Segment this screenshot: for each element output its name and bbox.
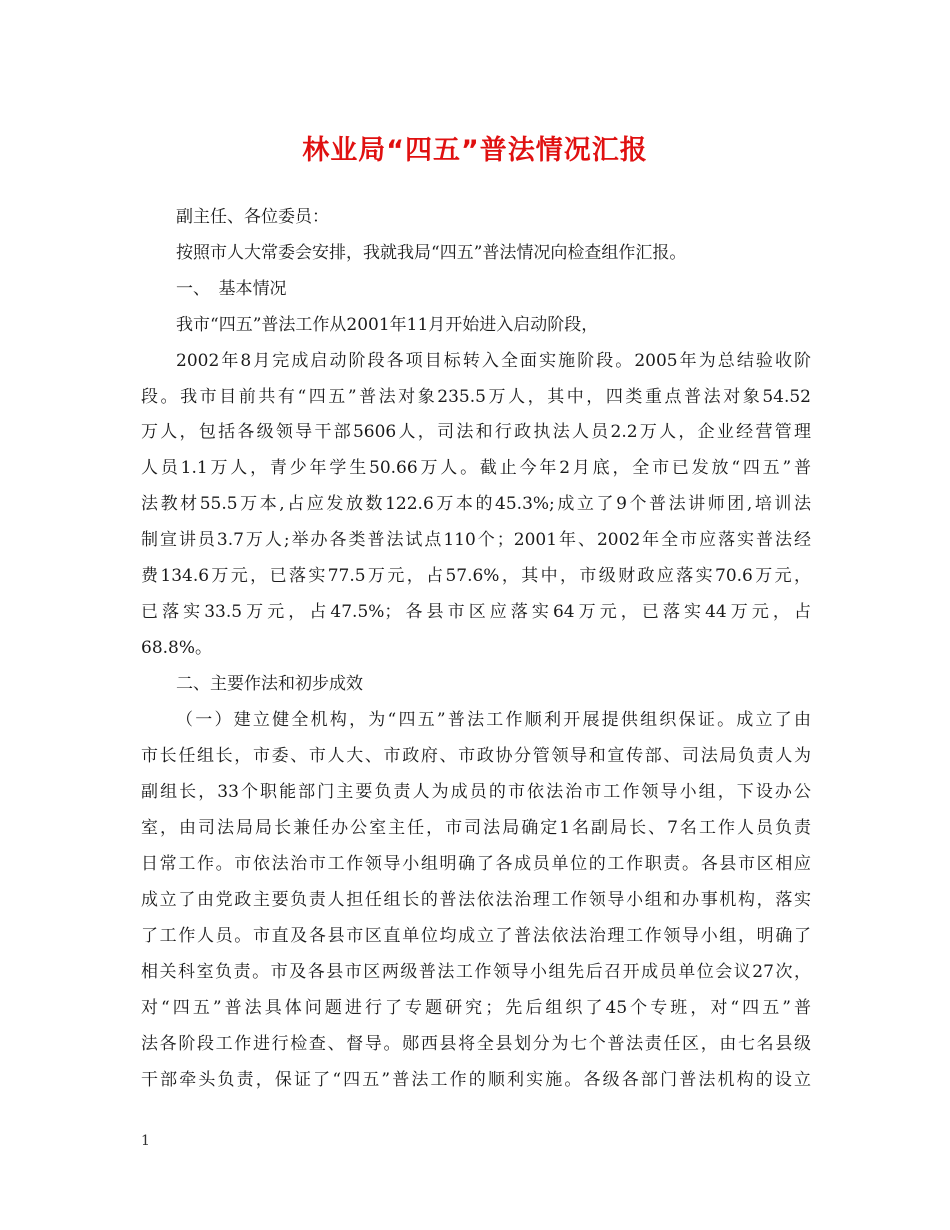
paragraph-line: 干部牵头负责，保证了“四五”普法工作的顺利实施。各级各部门普法机构的设立 [141, 1070, 811, 1090]
paragraph-line: 法各阶段工作进行检查、督导。郧西县将全县划分为七个普法责任区，由七名县级 [141, 1034, 811, 1054]
salutation: 副主任、各位委员： [176, 207, 329, 227]
page-number: 1 [141, 1133, 150, 1149]
paragraph-line: 成立了由党政主要负责人担任组长的普法依法治理工作领导小组和办事机构，落实 [141, 890, 811, 910]
paragraph-line: 市长任组长，市委、市人大、市政府、市政协分管领导和宣传部、司法局负责人为 [141, 746, 811, 766]
paragraph-line: 我市“四五”普法工作从2001年11月开始进入启动阶段， [176, 315, 599, 335]
paragraph-line: 对“四五”普法具体问题进行了专题研究；先后组织了45个专班，对“四五”普 [141, 998, 811, 1018]
paragraph-line: 按照市人大常委会安排，我就我局“四五”普法情况向检查组作汇报。 [176, 243, 687, 263]
paragraph-line: 万人，包括各级领导干部5606人，司法和行政执法人员2.2万人，企业经营管理 [141, 422, 811, 442]
paragraph-line: 段。我市目前共有“四五”普法对象235.5万人，其中，四类重点普法对象54.52 [141, 387, 811, 407]
paragraph-line: 相关科室负责。市及各县市区两级普法工作领导小组先后召开成员单位会议27次， [141, 962, 811, 982]
paragraph-line: 制宣讲员3.7万人;举办各类普法试点110个；2001年、2002年全市应落实普法经 [141, 530, 811, 550]
paragraph-line: 日常工作。市依法治市工作领导小组明确了各成员单位的工作职责。各县市区相应 [141, 854, 811, 874]
paragraph-line: 法教材55.5万本,占应发放数122.6万本的45.3%;成立了9个普法讲师团,培训法 [141, 494, 811, 514]
paragraph-line: （一）建立健全机构，为“四五”普法工作顺利开展提供组织保证。成立了由 [176, 710, 811, 730]
document-title: 林业局“四五”普法情况汇报 [302, 135, 648, 166]
section-heading: 一、 基本情况 [176, 279, 287, 299]
section-heading: 二、主要作法和初步成效 [176, 674, 363, 694]
paragraph-line: 了工作人员。市直及各县市区直单位均成立了普法依法治理工作领导小组，明确了 [141, 926, 811, 946]
paragraph-line: 已落实33.5万元，占47.5%；各县市区应落实64万元，已落实44万元，占 [141, 602, 811, 622]
paragraph-line: 68.8%。 [141, 638, 213, 658]
paragraph-line: 费134.6万元，已落实77.5万元，占57.6%，其中，市级财政应落实70.6万元， [141, 566, 811, 586]
paragraph-line: 2002年8月完成启动阶段各项目标转入全面实施阶段。2005年为总结验收阶 [176, 351, 811, 371]
paragraph-line: 人员1.1万人，青少年学生50.66万人。截止今年2月底，全市已发放“四五”普 [141, 458, 811, 478]
paragraph-line: 室，由司法局局长兼任办公室主任，市司法局确定1名副局长、7名工作人员负责 [141, 818, 811, 838]
paragraph-line: 副组长，33个职能部门主要负责人为成员的市依法治市工作领导小组，下设办公 [141, 782, 811, 802]
